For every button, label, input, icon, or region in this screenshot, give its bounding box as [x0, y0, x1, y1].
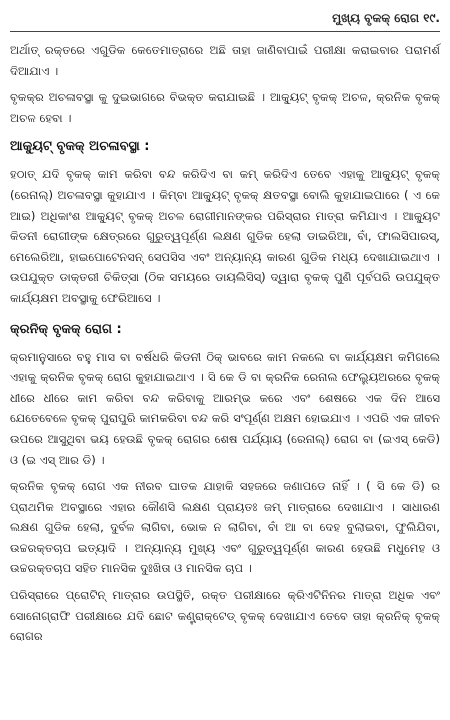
paragraph-intro-end: ଅର୍ଥାତ୍ ରକ୍ତରେ ଏଗୁଡିକ କେତେମାତ୍ରାରେ ଅଛି ତାହା ଜାଣିବାପାଇଁ ପରୀକ୍ଷା କରାଇବାର ପରାମର୍ଶ ଦିଆଯାଏ । [10, 43, 440, 78]
paragraph-ckd-definition: କ୍ରମାନୁସାରେ ବହୁ ମାସ ବା ବର୍ଷଧରି କିଡନୀ ଠିକ୍ ଭାବରେ କାମ ନକଲେ ବା କାର୍ଯ୍ୟକ୍ଷମ କମିଗଲେ ଏହାକୁ କ୍ରନିକ ବୃକକ୍ ରୋଗ କୁହାଯାଇଥାଏ । ସି କେ ଡି ବା କ୍ରନିକ ରେନାଲ ଫେଲ୍ୟୁଅରରେ ବୃକକ୍ ଧୀରେ ଧୀରେ କାମ କରିବା ବନ୍ଦ କରିବାକୁ ଆରମ୍ଭ କରେ ଏବଂ ଶେଷରେ ଏକ ଦିନ ଆସେ ଯେତେବେଳେ ବୃକକ୍ ପୁରାପୁରି କାମକରିବା ବନ୍ଦ କରି ସଂପୂର୍ଣ୍ଣ ଅକ୍ଷମ ହୋଇଯାଏ । ଏପରି ଏକ ଜୀବନ ଉପରେ ଆସୁଥିବା ଭୟ ହେଉଛି ବୃକକ୍ ରୋଗର ଶେଷ ପର୍ଯ୍ୟାୟ (ରେନାଲ୍) ରୋଗ ବା (ଇଏସ୍ କେଡି) ଓ (ଇ ଏସ୍ ଆର ଡି) । [10, 349, 440, 467]
paragraph-acute-renal-failure: ହଠାତ୍ ଯଦି ବୃକକ୍ କାମ କରିବା ବନ୍ଦ କରିଦିଏ ବା କମ୍ କରିଦିଏ ତେବେ ଏହାକୁ ଆକ୍ୟୁଟ୍ ବୃକକ୍ (ରେନାଲ୍) ଅଚଳାବସ୍ଥା କୁହାଯାଏ । କିମ୍ବା ଆକ୍ୟୁଟ୍ ବୃକକ୍ କ୍ଷତବସ୍ଥା ବୋଲି କୁହାଯାଇପାରେ ( ଏ କେ ଆଇ) ଅଧିକାଂଶ ଆକ୍ୟୁଟ୍ ବୃକକ୍ ଅଚଳ ରୋଗୀମାନଙ୍କର ପରିସ୍ରାର ମାତ୍ରା କମିଯାଏ । ଆକ୍ୟୁଟ କିଡନୀ ରୋଗୀଙ୍କ କ୍ଷେତ୍ରରେ ଗୁରୁତ୍ୱପୂର୍ଣ୍ଣ ଲକ୍ଷଣ ଗୁଡିକ ହେଲା ଡାଇରିଆ, ବାଁ, ଫାଲସିପାରସ୍, ମେଲେରିଆ, ହାଇପୋଟେନସନ୍ ସେପସିସ ଏବଂ ଅନ୍ୟାନ୍ୟ କାରଣ ଗୁଡିକ ମଧ୍ୟ ଦେଖାଯାଇଥାଏ । ଉପଯୁକ୍ତ ଡାକ୍ତରୀ ଚିକିତ୍ସା (ଠିକ ସମୟରେ ଡାୟଲିସିସ୍) ଦ୍ୱାରା ବୃକକ୍ ପୁଣି ପୂର୍ବପରି ଉପଯୁକ୍ତ କାର୍ଯ୍ୟକ୍ଷମ ଅବସ୍ଥାକୁ ଫେରିଆସେ । [10, 167, 440, 305]
running-header-title: ମୁଖ୍ୟ ବୃକକ୍ ରୋଗ ୧୯. [332, 10, 440, 25]
paragraph-classification: ବୃକକ୍‌ର ଅଚଳାବସ୍ଥା କୁ ଦୁଇଭାଗରେ ବିଭକ୍ତ କରାଯାଇଛି । ଆକ୍ୟୁଟ୍ ବୃକକ୍ ଅଚଳ, କ୍ରନିକ ବୃକକ୍ ଅଚଳ ହେବା । [10, 90, 440, 125]
paragraph-ckd-symptoms: କ୍ରନିକ ବୃକକ୍ ରୋଗ ଏକ ନୀରବ ଘାତକ ଯାହାକି ସହଜରେ ଜଣାପଡେ ନାହିଁ । ( ସି କେ ଡି) ର ପ୍ରାଥମିକ ଅବସ୍ଥାରେ ଏହାର କୌଣସି ଲକ୍ଷଣ ପ୍ରାୟତଃ ଜମ୍ ମାତ୍ରାରେ ଦେଖାଯାଏ । ସାଧାରଣ ଲକ୍ଷଣ ଗୁଡିକ ହେଲା, ଦୁର୍ବଳ ଲାଗିବା, ଭୋକ ନ ଲାଗିବା, ବାଁ ଆ ବା ଦେହ ବୁଲାଇବା, ଫୁଲିଯିବା, ଉଚ୍ଚରକ୍ତଚାପ ଇତ୍ୟାଦି । ଅନ୍ୟାନ୍ୟ ମୁଖ୍ୟ ଏବଂ ଗୁରୁତ୍ୱପୂର୍ଣ୍ଣ କାରଣ ହେଉଛି ମଧୁମେହ ଓ ଉଚ୍ଚରକ୍ତଚାପ ସହିତ ମାନସିକ ଦୁଃଖିତା ଓ ମାନସିକ ଚାପ । [10, 479, 440, 576]
heading-acute-renal-failure: ଆକ୍ୟୁଟ୍ ବୃକକ୍ ଅଚଳାବସ୍ଥା : [10, 139, 150, 155]
page-body [10, 40, 440, 647]
paragraph-ckd-diagnosis: ପରିସ୍ରାରେ ପ୍ରୋଟିନ୍ ମାତ୍ରାର ଉପସ୍ଥିତି, ରକ୍ତ ପରୀକ୍ଷାରେ କ୍ରିଏଟିନିନର ମାତ୍ରା ଅଧିକ ଏବଂ ସୋନୋଗ୍ରାଫି ପରୀକ୍ଷାରେ ଯଦି ଛୋଟ କଣ୍ଟ୍ରାକ୍ଟେଡ୍ ବୃକକ୍ ଦେଖାଯାଏ ତେବେ ତାହା କ୍ରନିକ୍ ବୃକକ୍ ରୋଗର [10, 588, 440, 644]
heading-chronic-kidney-disease: କ୍ରନିକ୍ ବୃକକ୍ ରୋଗ : [10, 321, 122, 337]
running-header [10, 6, 440, 30]
header-rule [10, 31, 440, 32]
